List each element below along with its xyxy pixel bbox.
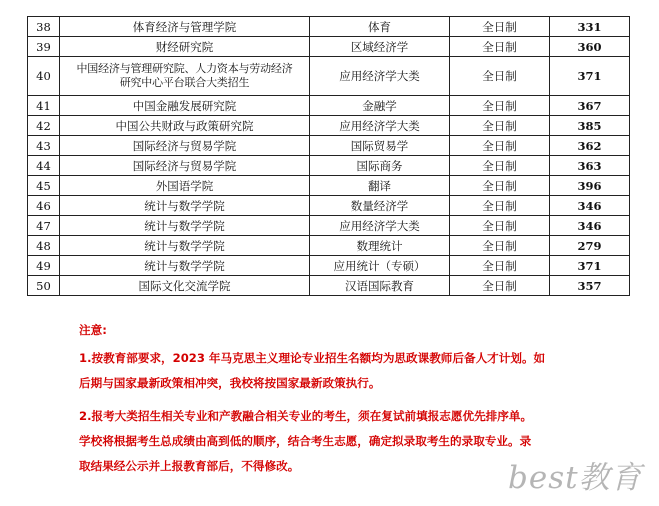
table-row bbox=[28, 136, 630, 156]
institute-cell: 统计与数学学院 bbox=[60, 196, 310, 216]
major-cell: 国际贸易学 bbox=[310, 136, 450, 156]
admission-score-table bbox=[27, 16, 630, 296]
institute-cell: 统计与数学学院 bbox=[60, 256, 310, 276]
major-cell: 应用经济学大类 bbox=[310, 216, 450, 236]
notes-line: 2.报考大类招生相关专业和产教融合相关专业的考生，须在复试前填报志愿优先排序单。 bbox=[79, 409, 533, 423]
institute-cell: 中国金融发展研究院 bbox=[60, 96, 310, 116]
study-mode-cell: 全日制 bbox=[450, 116, 550, 136]
major-cell: 应用统计（专硕） bbox=[310, 256, 450, 276]
study-mode-cell: 全日制 bbox=[450, 196, 550, 216]
institute-line-1: 中国经济与管理研究院、人力资本与劳动经济 bbox=[76, 62, 293, 75]
row-number: 49 bbox=[28, 256, 60, 276]
row-number: 44 bbox=[28, 156, 60, 176]
row-number: 50 bbox=[28, 276, 60, 296]
score-cell: 357 bbox=[550, 276, 630, 296]
study-mode-cell: 全日制 bbox=[450, 256, 550, 276]
row-number: 46 bbox=[28, 196, 60, 216]
score-cell: 367 bbox=[550, 96, 630, 116]
major-cell: 体育 bbox=[310, 17, 450, 37]
institute-cell: 财经研究院 bbox=[60, 37, 310, 57]
institute-cell: 统计与数学学院 bbox=[60, 216, 310, 236]
score-cell: 360 bbox=[550, 37, 630, 57]
score-cell: 371 bbox=[550, 57, 630, 96]
study-mode-cell: 全日制 bbox=[450, 276, 550, 296]
row-number: 38 bbox=[28, 17, 60, 37]
institute-cell: 国际经济与贸易学院 bbox=[60, 156, 310, 176]
row-number: 40 bbox=[28, 57, 60, 96]
row-number: 42 bbox=[28, 116, 60, 136]
study-mode-cell: 全日制 bbox=[450, 96, 550, 116]
major-cell: 区域经济学 bbox=[310, 37, 450, 57]
major-cell: 应用经济学大类 bbox=[310, 57, 450, 96]
table-row bbox=[28, 276, 630, 296]
study-mode-cell: 全日制 bbox=[450, 57, 550, 96]
table-row bbox=[28, 17, 630, 37]
table-row bbox=[28, 256, 630, 276]
table-row bbox=[28, 236, 630, 256]
row-number: 41 bbox=[28, 96, 60, 116]
institute-cell: 统计与数学学院 bbox=[60, 236, 310, 256]
study-mode-cell: 全日制 bbox=[450, 176, 550, 196]
table-row bbox=[28, 96, 630, 116]
row-number: 39 bbox=[28, 37, 60, 57]
study-mode-cell: 全日制 bbox=[450, 156, 550, 176]
major-cell: 数量经济学 bbox=[310, 196, 450, 216]
table-row bbox=[28, 156, 630, 176]
institute-line-2: 研究中心平台联合大类招生 bbox=[119, 76, 250, 89]
score-cell: 371 bbox=[550, 256, 630, 276]
table-row bbox=[28, 57, 630, 96]
study-mode-cell: 全日制 bbox=[450, 17, 550, 37]
institute-cell: 体育经济与管理学院 bbox=[60, 17, 310, 37]
score-cell: 363 bbox=[550, 156, 630, 176]
score-cell: 362 bbox=[550, 136, 630, 156]
institute-cell bbox=[60, 57, 310, 96]
notes-line: 1.按教育部要求，2023 年马克思主义理论专业招生名额均为思政课教师后备人才计划。如 bbox=[79, 351, 546, 365]
watermark: best教育 bbox=[508, 460, 643, 496]
institute-cell: 国际经济与贸易学院 bbox=[60, 136, 310, 156]
score-cell: 396 bbox=[550, 176, 630, 196]
table-row bbox=[28, 196, 630, 216]
study-mode-cell: 全日制 bbox=[450, 236, 550, 256]
notes-line: 取结果经公示并上报教育部后，不得修改。 bbox=[79, 459, 300, 473]
notes-heading: 注意: bbox=[79, 323, 107, 337]
major-cell: 汉语国际教育 bbox=[310, 276, 450, 296]
score-cell: 346 bbox=[550, 196, 630, 216]
major-cell: 国际商务 bbox=[310, 156, 450, 176]
institute-cell: 中国公共财政与政策研究院 bbox=[60, 116, 310, 136]
institute-cell: 外国语学院 bbox=[60, 176, 310, 196]
score-cell: 331 bbox=[550, 17, 630, 37]
score-cell: 279 bbox=[550, 236, 630, 256]
table-row bbox=[28, 116, 630, 136]
major-cell: 应用经济学大类 bbox=[310, 116, 450, 136]
major-cell: 数理统计 bbox=[310, 236, 450, 256]
study-mode-cell: 全日制 bbox=[450, 136, 550, 156]
table-row bbox=[28, 176, 630, 196]
row-number: 48 bbox=[28, 236, 60, 256]
row-number: 45 bbox=[28, 176, 60, 196]
table-row bbox=[28, 216, 630, 236]
institute-cell: 国际文化交流学院 bbox=[60, 276, 310, 296]
table-row bbox=[28, 37, 630, 57]
score-cell: 346 bbox=[550, 216, 630, 236]
row-number: 43 bbox=[28, 136, 60, 156]
major-cell: 金融学 bbox=[310, 96, 450, 116]
notes-line: 学校将根据考生总成绩由高到低的顺序，结合考生志愿，确定拟录取考生的录取专业。录 bbox=[79, 434, 532, 448]
study-mode-cell: 全日制 bbox=[450, 37, 550, 57]
score-cell: 385 bbox=[550, 116, 630, 136]
major-cell: 翻译 bbox=[310, 176, 450, 196]
notes-line: 后期与国家最新政策相冲突，我校将按国家最新政策执行。 bbox=[79, 376, 381, 390]
row-number: 47 bbox=[28, 216, 60, 236]
study-mode-cell: 全日制 bbox=[450, 216, 550, 236]
